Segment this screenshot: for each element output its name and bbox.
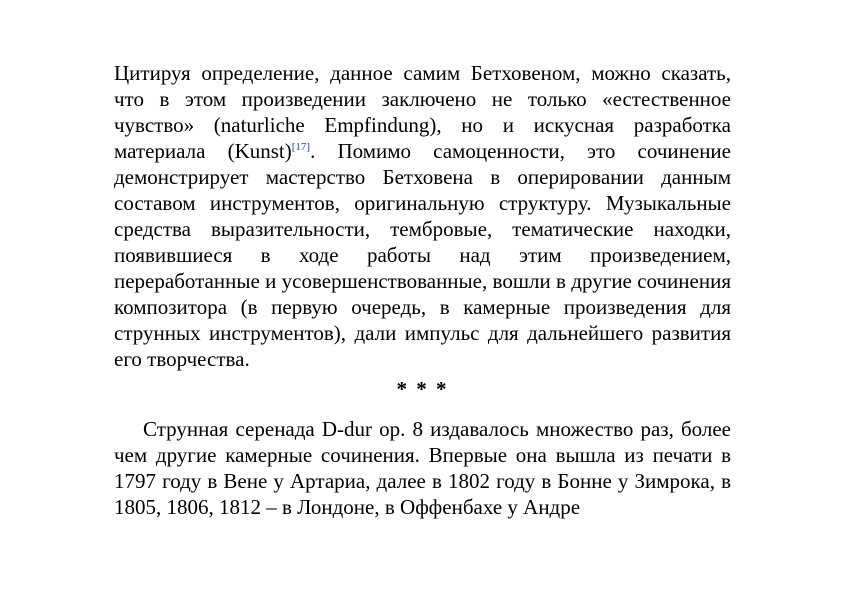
section-separator: * * * (396, 377, 449, 401)
paragraph-1-text-end: . Помимо самоценности, это сочинение демонстрирует мастерство Бетховена в оперировании данным составом инструментов, оригинальную структуру. Музыкальные средства выразительности, тембровые, тематические находки, появившиеся в ходе работы над этим произведением, переработанные и усовершенствованные, вошли в другие сочинения композитора (в первую очередь, в камерные произведения для струнных инструментов), дали импульс для дальнейшего развития его творчества. (114, 139, 731, 371)
paragraph-1 (114, 60, 731, 372)
paragraph-1-text-start: Цитируя определение, данное самим Бетховеном, можно сказать, что в этом произведении заключено не только «естественное чувство» (naturliche Empfindung), но и искусная разработка материала (Kunst) (114, 61, 731, 163)
paragraph-2: Струнная серенада D-dur op. 8 издавалось множество раз, более чем другие камерные сочинения. Впервые она вышла из печати в 1797 году в Вене у Артариа, далее в 1802 году в Бонне у Зимрока, в 1805, 1806, 1812 – в Лондоне, в Оффенбахе у Андре (114, 417, 731, 519)
footnote-reference-link[interactable]: [17] (291, 141, 311, 153)
